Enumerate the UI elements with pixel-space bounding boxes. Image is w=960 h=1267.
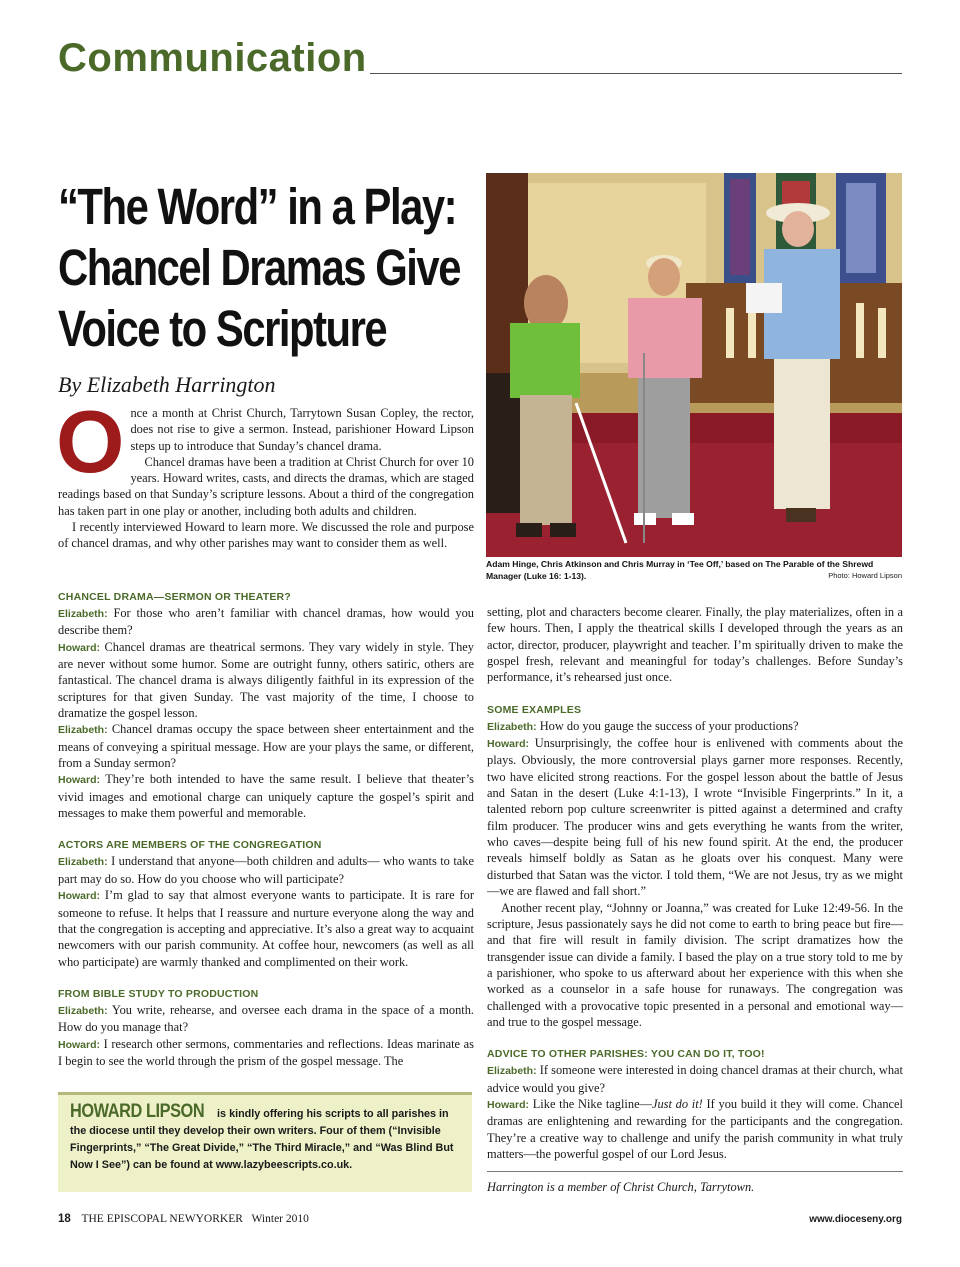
photo-illustration bbox=[486, 173, 902, 557]
bio-divider bbox=[487, 1171, 903, 1172]
page-number: 18 bbox=[58, 1213, 71, 1225]
article-photo bbox=[486, 173, 902, 557]
section-title: Communication bbox=[58, 36, 367, 80]
answer bbox=[58, 1036, 474, 1070]
article-headline: “The Word” in a Play: Chancel Dramas Give Voice to Scripture bbox=[58, 178, 460, 357]
speaker-label: Howard: bbox=[58, 1038, 100, 1051]
subheading: ACTORS ARE MEMBERS OF THE CONGREGATION bbox=[58, 839, 322, 852]
question-text: How do you gauge the success of your productions? bbox=[539, 718, 799, 733]
answer-text: Unsurprisingly, the coffee hour is enlivened with comments about the plays. Obviously, the more controversial plays garner more responses. Recently, two have elicited strong reactions. For the gospel lesson about the battle of Jesus and Satan in the desert (Luke 4:1-13), I wrote “Invisible Fingerprints.” In it, a talented reborn pop culture screenwriter is pitted against a determined and crafty film producer. The producer wins and gets everything he wants from the writer, who caves—despite being full of his new found spirit. At the end, the producer reveals himself boldly as Satan as he gloats over his conquest. Many were disturbed that Satan was the victor. I told them, “We are not Jesus, try as we might—we are flawed and fall short.” bbox=[487, 736, 904, 899]
answer-text: Like the Nike tagline— bbox=[532, 1096, 652, 1111]
answer-emphasis: Just do it! bbox=[651, 1096, 703, 1111]
answer-text: They’re both intended to have the same result. I believe that theater’s vivid images and emotional charge can uniquely capture the gospel’s spirit and messages to make them powerful and memorable. bbox=[58, 772, 475, 821]
question bbox=[58, 605, 474, 639]
footer-left bbox=[58, 1213, 309, 1225]
subheading: ADVICE TO OTHER PARISHES: YOU CAN DO IT, TOO! bbox=[487, 1048, 765, 1061]
article-column-left bbox=[58, 589, 474, 1069]
speaker-label: Elizabeth: bbox=[58, 1004, 108, 1017]
subheading: FROM BIBLE STUDY TO PRODUCTION bbox=[58, 987, 259, 1000]
answer-text: I research other sermons, commentaries and reflections. Ideas marinate as I begin to see the world through the prism of the gospel message. The bbox=[58, 1036, 474, 1068]
speaker-label: Elizabeth: bbox=[487, 1065, 537, 1078]
callout-text: is kindly offering his scripts to all parishes in the diocese until they develop their own writers. Four of them (“Invisible Fingerprints,” “The Great Divide,” “The Third Miracle,” and “Was Blind But Now I See”) can be found at www.lazybeescripts.co.uk. bbox=[70, 1108, 454, 1171]
answer bbox=[58, 771, 474, 821]
speaker-label: Howard: bbox=[487, 1098, 529, 1111]
question bbox=[487, 1062, 903, 1096]
question-text: For those who aren’t familiar with chancel dramas, how would you describe them? bbox=[58, 606, 474, 638]
question-text: Chancel dramas occupy the space between sheer entertainment and the means of conveying a spiritual message. How are your plays the same, or different, from a Sunday sermon? bbox=[58, 722, 474, 771]
answer-paragraph: Another recent play, “Johnny or Joanna,” was created for Luke 12:49-56. In the scripture, Jesus passionately says he did not come to earth to bring peace but fire—and that fire will result in family division. The script dramatizes how the transgender issue can divide a family. I based the play on a true story told to me by a parishioner, who spoke to us afterward about her experience with this when she worked as a counselor in a safe house for runaways. The congregation was challenged with a provocative topic presented in a personal and emotional way—and true to the gospel message. bbox=[487, 900, 903, 1029]
subheading: CHANCEL DRAMA—SERMON OR THEATER? bbox=[58, 591, 291, 603]
byline: By Elizabeth Harrington bbox=[58, 372, 276, 397]
answer bbox=[58, 639, 474, 722]
question-text: If someone were interested in doing chancel dramas at their church, what advice would you give? bbox=[487, 1063, 903, 1095]
publication-name: THE EPISCOPAL NEWYORKER bbox=[81, 1213, 243, 1225]
answer bbox=[487, 735, 903, 899]
answer bbox=[487, 1096, 903, 1162]
photo-credit: Photo: Howard Lipson bbox=[828, 571, 902, 580]
callout-box bbox=[58, 1092, 472, 1192]
speaker-label: Howard: bbox=[58, 890, 100, 903]
speaker-label: Elizabeth: bbox=[58, 724, 108, 737]
speaker-label: Howard: bbox=[58, 774, 100, 787]
question bbox=[58, 853, 474, 887]
article-column-right bbox=[487, 604, 903, 1162]
answer-text: Chancel dramas are theatrical sermons. They vary widely in style. They are never without some humor. Some are outright funny, others satiric, others are fantastical. The chancel drama is always diligently faithful in its expression of the scriptures for that given Sunday. The vast majority of the time, I choose to dramatize the gospel lesson. bbox=[58, 639, 474, 721]
article-intro bbox=[56, 392, 474, 552]
speaker-label: Howard: bbox=[58, 641, 100, 654]
intro-paragraph: I recently interviewed Howard to learn more. We discussed the role and purpose of chancel dramas, and why other parishes may want to consider them as well. bbox=[58, 520, 474, 551]
callout-name: HOWARD LIPSON bbox=[70, 1101, 205, 1122]
drop-cap: O bbox=[56, 392, 125, 491]
question bbox=[58, 721, 474, 771]
intro-paragraph: Chancel dramas have been a tradition at Christ Church for over 10 years. Howard writes, casts, and directs the dramas, which are staged readings based on that Sunday’s scripture lessons. About a third of the congregation has taken part in one play or another, including both adults and children. bbox=[58, 454, 474, 518]
issue-date: Winter 2010 bbox=[251, 1213, 309, 1225]
question bbox=[58, 1002, 474, 1036]
author-bio: Harrington is a member of Christ Church, Tarrytown. bbox=[487, 1180, 755, 1194]
answer-continued: setting, plot and characters become clearer. Finally, the play materializes, often in a few hours. Then, I apply the theatrical skills I developed through the years as an actor, director, producer, playwright and teacher. I’m spiritually driven to make the gospel fresh, relevant and meaningful for today’s challenges. Before Sunday’s performance, it’s rehearsed just once. bbox=[487, 605, 903, 685]
speaker-label: Elizabeth: bbox=[487, 720, 537, 733]
answer-text: I’m glad to say that almost everyone wants to participate. It is rare for someone to refuse. It helps that I reassure and nurture everyone along the way and that the congregation is accepting and appreciative. It’s also a great way to acquaint newcomers with our parish community. At coffee hour, newcomers (as well as all who participate) are warmly thanked and complimented on their work. bbox=[58, 888, 474, 969]
speaker-label: Elizabeth: bbox=[58, 856, 108, 869]
answer bbox=[58, 887, 474, 970]
footer-website: www.dioceseny.org bbox=[809, 1214, 902, 1225]
section-divider bbox=[370, 73, 902, 74]
intro-text: nce a month at Christ Church, Tarrytown Susan Copley, the rector, does not rise to give a sermon. Instead, parishioner Howard Lipson steps up to introduce that Sunday’s chancel drama. bbox=[130, 406, 474, 453]
speaker-label: Howard: bbox=[487, 738, 529, 751]
question bbox=[487, 718, 903, 735]
question-text: I understand that anyone—both children and adults— who wants to take part may do so. How do you choose who will participate? bbox=[58, 854, 474, 886]
speaker-label: Elizabeth: bbox=[58, 608, 108, 620]
photo-caption: Adam Hinge, Chris Atkinson and Chris Murray in ‘Tee Off,’ based on The Parable of the Shrewd Manager (Luke 16: 1-13). bbox=[486, 559, 874, 581]
answer-text: If you build it they will come. Chancel dramas are enlightening and rewarding for the participants and the congregation. They’re a creative way to challenge and unify the parish community in what truly matters—the powerful gospel of our Lord Jesus. bbox=[487, 1096, 903, 1161]
question-text: You write, rehearse, and oversee each drama in the space of a month. How do you manage that? bbox=[58, 1002, 474, 1035]
subheading: SOME EXAMPLES bbox=[487, 703, 582, 716]
